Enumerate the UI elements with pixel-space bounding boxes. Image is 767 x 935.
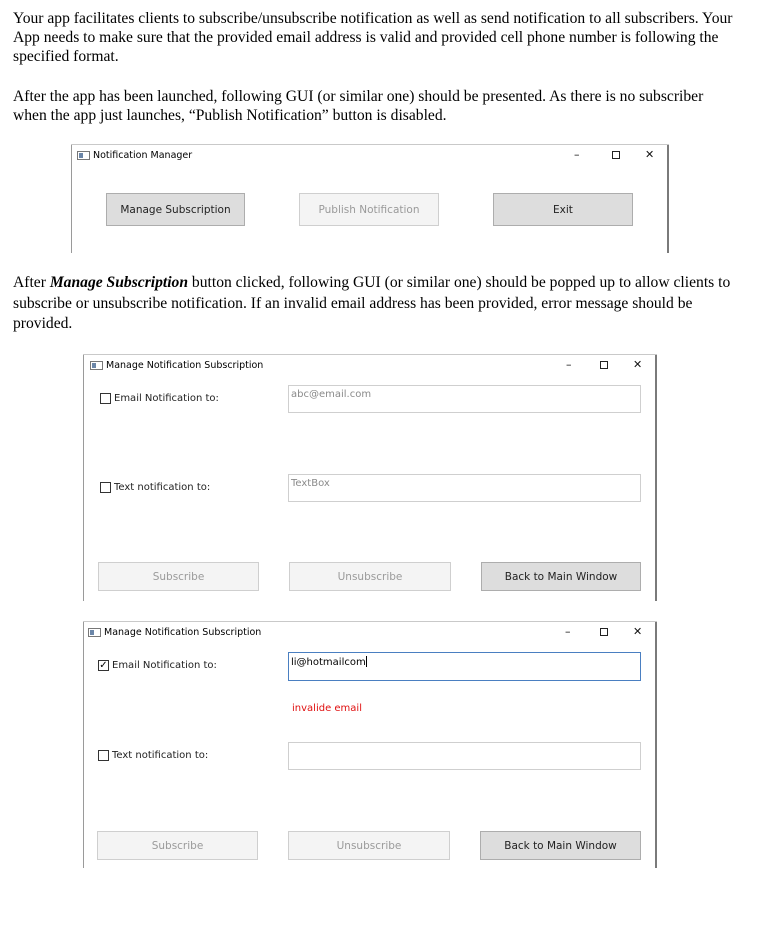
- email-input[interactable]: li@hotmailcom: [288, 652, 641, 681]
- close-icon[interactable]: ✕: [645, 148, 655, 161]
- text-notification-label: Text notification to:: [112, 750, 209, 761]
- email-notification-label: Email Notification to:: [114, 393, 219, 404]
- app-window-icon: [88, 628, 101, 637]
- title-bar: [71, 145, 669, 167]
- email-input[interactable]: abc@email.com: [288, 385, 641, 413]
- subscription-window-error: [83, 621, 657, 868]
- unsubscribe-button[interactable]: Unsubscribe: [288, 831, 450, 860]
- intro-paragraph: Your app facilitates clients to subscribe/unsubscribe notification as well as send notification to all subscribers. Your App needs to make sure that the provided email address is valid and provided cell phone number is following the specified format.: [13, 10, 733, 65]
- subscription-window-empty: [83, 354, 657, 601]
- phone-input[interactable]: TextBox: [288, 474, 641, 502]
- close-icon[interactable]: ✕: [633, 625, 643, 638]
- manage-subscription-button[interactable]: Manage Subscription: [106, 193, 245, 226]
- minimize-icon[interactable]: –: [566, 358, 572, 371]
- window-title: Manage Notification Subscription: [104, 627, 262, 638]
- back-to-main-window-button[interactable]: Back to Main Window: [480, 831, 641, 860]
- publish-notification-button[interactable]: Publish Notification: [299, 193, 439, 226]
- text-notification-checkbox[interactable]: [98, 750, 109, 761]
- app-window-icon: [77, 151, 90, 160]
- maximize-icon[interactable]: [600, 628, 608, 636]
- title-bar: [83, 622, 657, 644]
- emphasis-text: Manage Subscription: [49, 274, 189, 291]
- checkmark-icon: ✓: [99, 660, 108, 671]
- text-notification-checkbox[interactable]: [100, 482, 111, 493]
- app-window-icon: [90, 361, 103, 370]
- window-title: Notification Manager: [93, 150, 193, 161]
- unsubscribe-button[interactable]: Unsubscribe: [289, 562, 451, 591]
- phone-input[interactable]: [288, 742, 641, 770]
- email-notification-checkbox[interactable]: [100, 393, 111, 404]
- maximize-icon[interactable]: [600, 361, 608, 369]
- email-error-message: invalide email: [292, 703, 362, 714]
- subscribe-button[interactable]: Subscribe: [98, 562, 259, 591]
- manage-paragraph: After Manage Subscription button clicked, following GUI (or similar one) should be popped up to allow clients to subscribe or unsubscribe notification. If an invalid email address has been provided, error message should be provided.: [13, 274, 731, 332]
- back-to-main-window-button[interactable]: Back to Main Window: [481, 562, 641, 591]
- window-title: Manage Notification Subscription: [106, 360, 264, 371]
- notification-manager-window: [71, 144, 669, 253]
- launch-paragraph: After the app has been launched, following GUI (or similar one) should be presented. As there is no subscriber when the app just launches, “Publish Notification” button is disabled.: [13, 88, 704, 124]
- exit-button[interactable]: Exit: [493, 193, 633, 226]
- subscribe-button[interactable]: Subscribe: [97, 831, 258, 860]
- email-notification-label: Email Notification to:: [112, 660, 217, 671]
- text-notification-label: Text notification to:: [114, 482, 211, 493]
- maximize-icon[interactable]: [612, 151, 620, 159]
- minimize-icon[interactable]: –: [565, 625, 571, 638]
- text-caret: [366, 656, 367, 667]
- minimize-icon[interactable]: –: [574, 148, 580, 161]
- email-notification-checkbox[interactable]: [98, 660, 109, 671]
- close-icon[interactable]: ✕: [633, 358, 643, 371]
- title-bar: [83, 355, 657, 377]
